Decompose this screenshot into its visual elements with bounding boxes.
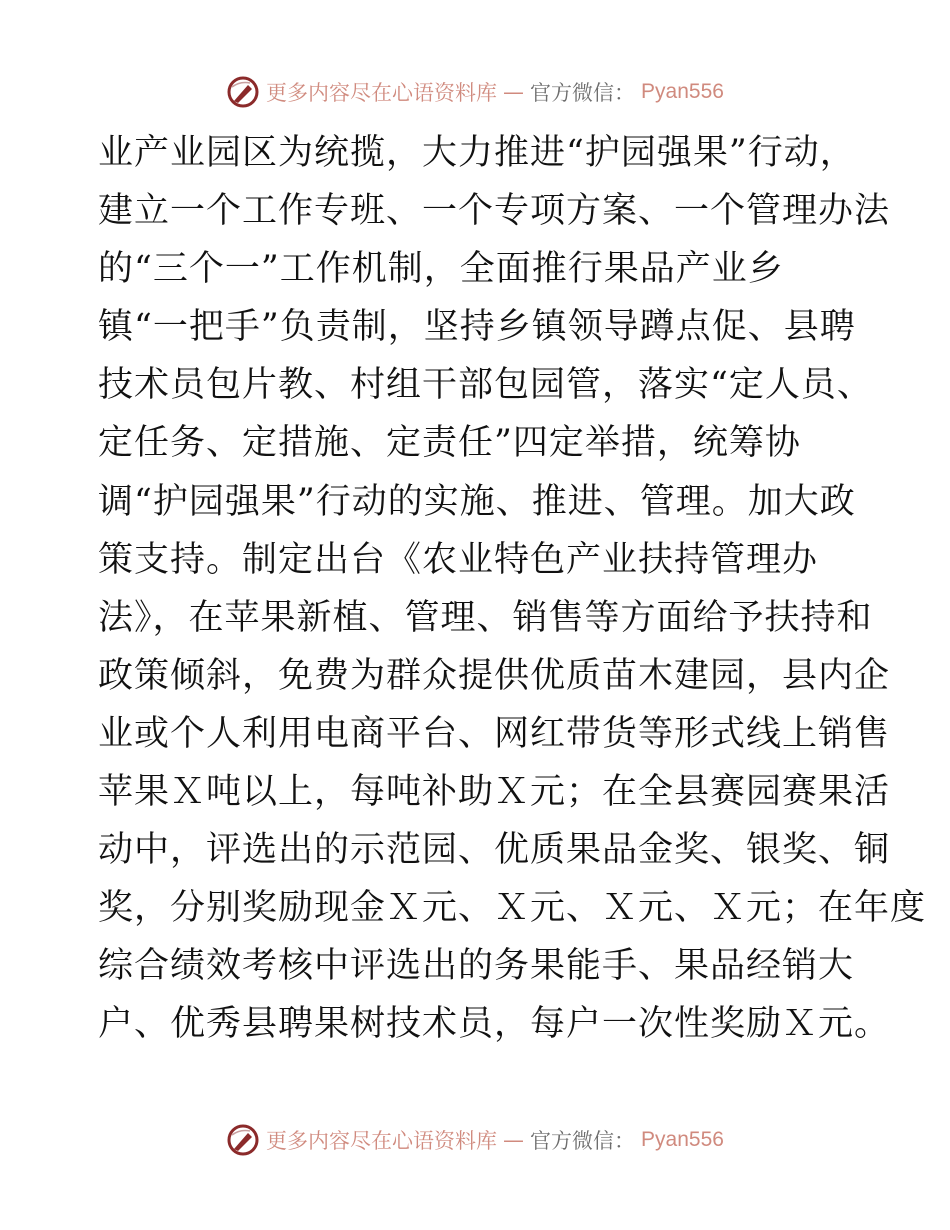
banner-site-text: 更多内容尽在心语资料库: [266, 81, 498, 105]
document-body: [98, 124, 927, 1054]
text-line: 调“护园强果”行动的实施、推进、管理。加大政: [98, 481, 856, 522]
text-line: 奖，分别奖励现金Ｘ元、Ｘ元、Ｘ元、Ｘ元；在年度: [98, 888, 927, 929]
banner-site-text: 更多内容尽在心语资料库: [266, 1129, 498, 1153]
pen-logo-icon: [226, 1123, 260, 1157]
footer-banner: [0, 1120, 950, 1160]
banner-wechat-label: 官方微信：: [530, 81, 636, 105]
text-line: 策支持。制定出台《农业特色产业扶持管理办: [98, 539, 819, 580]
pen-logo-icon: [226, 75, 260, 109]
text-line: 的“三个一”工作机制，全面推行果品产业乡: [98, 249, 784, 290]
text-line: 镇“一把手”负责制，坚持乡镇领导蹲点促、县聘: [98, 307, 856, 348]
banner-wechat-label: 官方微信：: [530, 1129, 636, 1153]
text-line: 法》，在苹果新植、管理、销售等方面给予扶持和: [98, 597, 873, 638]
text-line: 业产业园区为统揽，大力推进“护园强果”行动，: [98, 133, 856, 173]
text-line: 定任务、定措施、定责任”四定举措，统筹协: [98, 423, 801, 464]
header-banner: [0, 72, 950, 112]
text-line: 政策倾斜，免费为群众提供优质苗木建园，县内企: [98, 655, 891, 696]
banner-wechat-id: Pyan556: [641, 80, 724, 103]
text-line: 苹果Ｘ吨以上，每吨补助Ｘ元；在全县赛园赛果活: [98, 772, 891, 813]
banner-dash: —: [503, 80, 525, 104]
text-line: 技术员包片教、村组干部包园管，落实“定人员、: [98, 365, 873, 406]
banner-wechat-id: Pyan556: [641, 1128, 724, 1151]
text-line: 业或个人利用电商平台、网红带货等形式线上销售: [98, 713, 891, 754]
text-line: 动中，评选出的示范园、优质果品金奖、银奖、铜: [98, 830, 891, 871]
text-line: 建立一个工作专班、一个专项方案、一个管理办法: [98, 191, 891, 232]
text-line: 综合绩效考核中评选出的务果能手、果品经销大: [98, 946, 855, 987]
banner-dash: —: [503, 1128, 525, 1152]
text-line: 户、优秀县聘果树技术员，每户一次性奖励Ｘ元。: [98, 1004, 891, 1045]
